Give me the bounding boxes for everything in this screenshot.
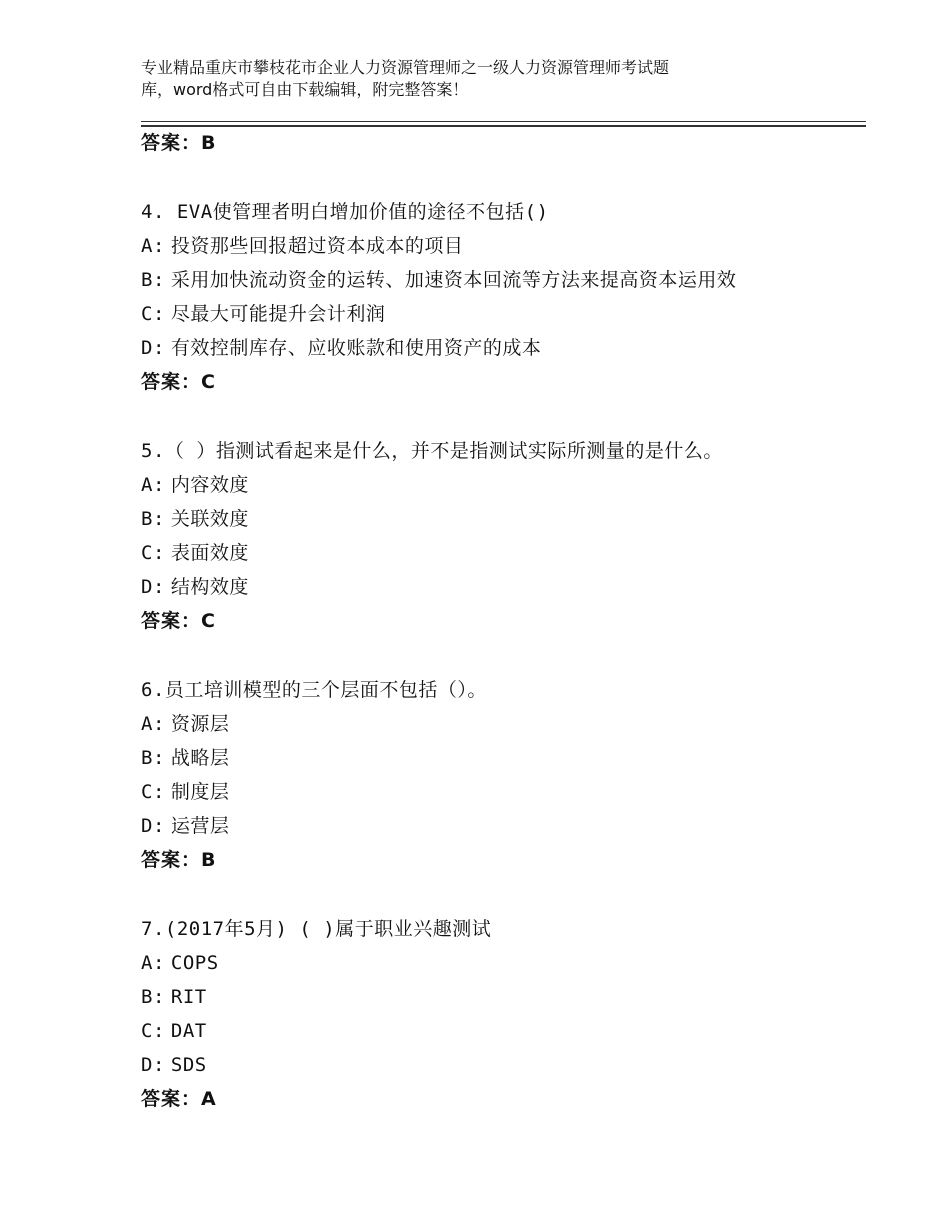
option-5b	[141, 507, 249, 531]
answer-value: C	[201, 610, 215, 632]
option-text: SDS	[170, 1054, 207, 1076]
question-stem-4: 4. EVA使管理者明白增加价值的途径不包括()	[141, 201, 549, 223]
answer-label: 答案：	[141, 132, 202, 154]
option-text: 内容效度	[170, 474, 249, 496]
answer-7	[141, 1087, 216, 1111]
option-letter: C:	[141, 781, 165, 803]
header-divider	[141, 121, 866, 127]
answer-prev	[141, 131, 216, 155]
answer-label: 答案：	[141, 610, 202, 632]
answer-label: 答案：	[141, 849, 202, 871]
option-letter: A:	[141, 713, 165, 735]
option-letter: A:	[141, 474, 165, 496]
answer-4	[141, 370, 215, 394]
option-text: 资源层	[170, 713, 230, 735]
document-header	[141, 57, 821, 101]
option-letter: B:	[141, 269, 165, 291]
question-stem-6: 6.员工培训模型的三个层面不包括（）。	[141, 679, 487, 701]
option-text: 投资那些回报超过资本成本的项目	[170, 235, 464, 257]
option-6d	[141, 814, 229, 838]
answer-label: 答案：	[141, 371, 202, 393]
option-text: 有效控制库存、应收账款和使用资产的成本	[170, 337, 542, 359]
option-letter: D:	[141, 576, 165, 598]
option-4a	[141, 234, 463, 258]
answer-value: B	[201, 132, 216, 154]
option-7a	[141, 951, 219, 975]
option-text: 关联效度	[170, 508, 249, 530]
answer-label: 答案：	[141, 1088, 202, 1110]
option-4d	[141, 336, 541, 360]
option-6b	[141, 746, 229, 770]
option-letter: C:	[141, 542, 165, 564]
option-text: RIT	[170, 986, 207, 1008]
option-text: 尽最大可能提升会计利润	[170, 303, 386, 325]
option-7d	[141, 1053, 207, 1077]
option-6a	[141, 712, 229, 736]
question-stem-5: 5.（ ）指测试看起来是什么，并不是指测试实际所测量的是什么。	[141, 440, 723, 462]
option-text: COPS	[170, 952, 219, 974]
header-title-line-1: 专业精品重庆市攀枝花市企业人力资源管理师之一级人力资源管理师考试题	[141, 58, 670, 77]
answer-value: B	[201, 849, 216, 871]
option-6c	[141, 780, 229, 804]
option-7c	[141, 1019, 207, 1043]
option-letter: C:	[141, 303, 165, 325]
option-5c	[141, 541, 249, 565]
option-letter: B:	[141, 986, 165, 1008]
option-text: 战略层	[170, 747, 230, 769]
answer-6	[141, 848, 216, 872]
option-5d	[141, 575, 249, 599]
option-text: 表面效度	[170, 542, 249, 564]
answer-5	[141, 609, 215, 633]
option-letter: B:	[141, 508, 165, 530]
option-text: 采用加快流动资金的运转、加速资本回流等方法来提高资本运用效	[170, 269, 737, 291]
option-letter: D:	[141, 1054, 165, 1076]
answer-value: C	[201, 371, 215, 393]
option-4c	[141, 302, 385, 326]
answer-value: A	[201, 1088, 216, 1110]
option-7b	[141, 985, 207, 1009]
question-stem-7: 7.(2017年5月) ( )属于职业兴趣测试	[141, 918, 492, 940]
option-text: 运营层	[170, 815, 230, 837]
option-letter: D:	[141, 815, 165, 837]
option-letter: B:	[141, 747, 165, 769]
option-text: 结构效度	[170, 576, 249, 598]
header-title-line-2: 库，word格式可自由下载编辑，附完整答案！	[141, 80, 469, 99]
option-text: DAT	[170, 1020, 207, 1042]
option-letter: A:	[141, 235, 165, 257]
option-4b	[141, 268, 736, 292]
option-5a	[141, 473, 249, 497]
option-text: 制度层	[170, 781, 230, 803]
option-letter: A:	[141, 952, 165, 974]
option-letter: D:	[141, 337, 165, 359]
option-letter: C:	[141, 1020, 165, 1042]
